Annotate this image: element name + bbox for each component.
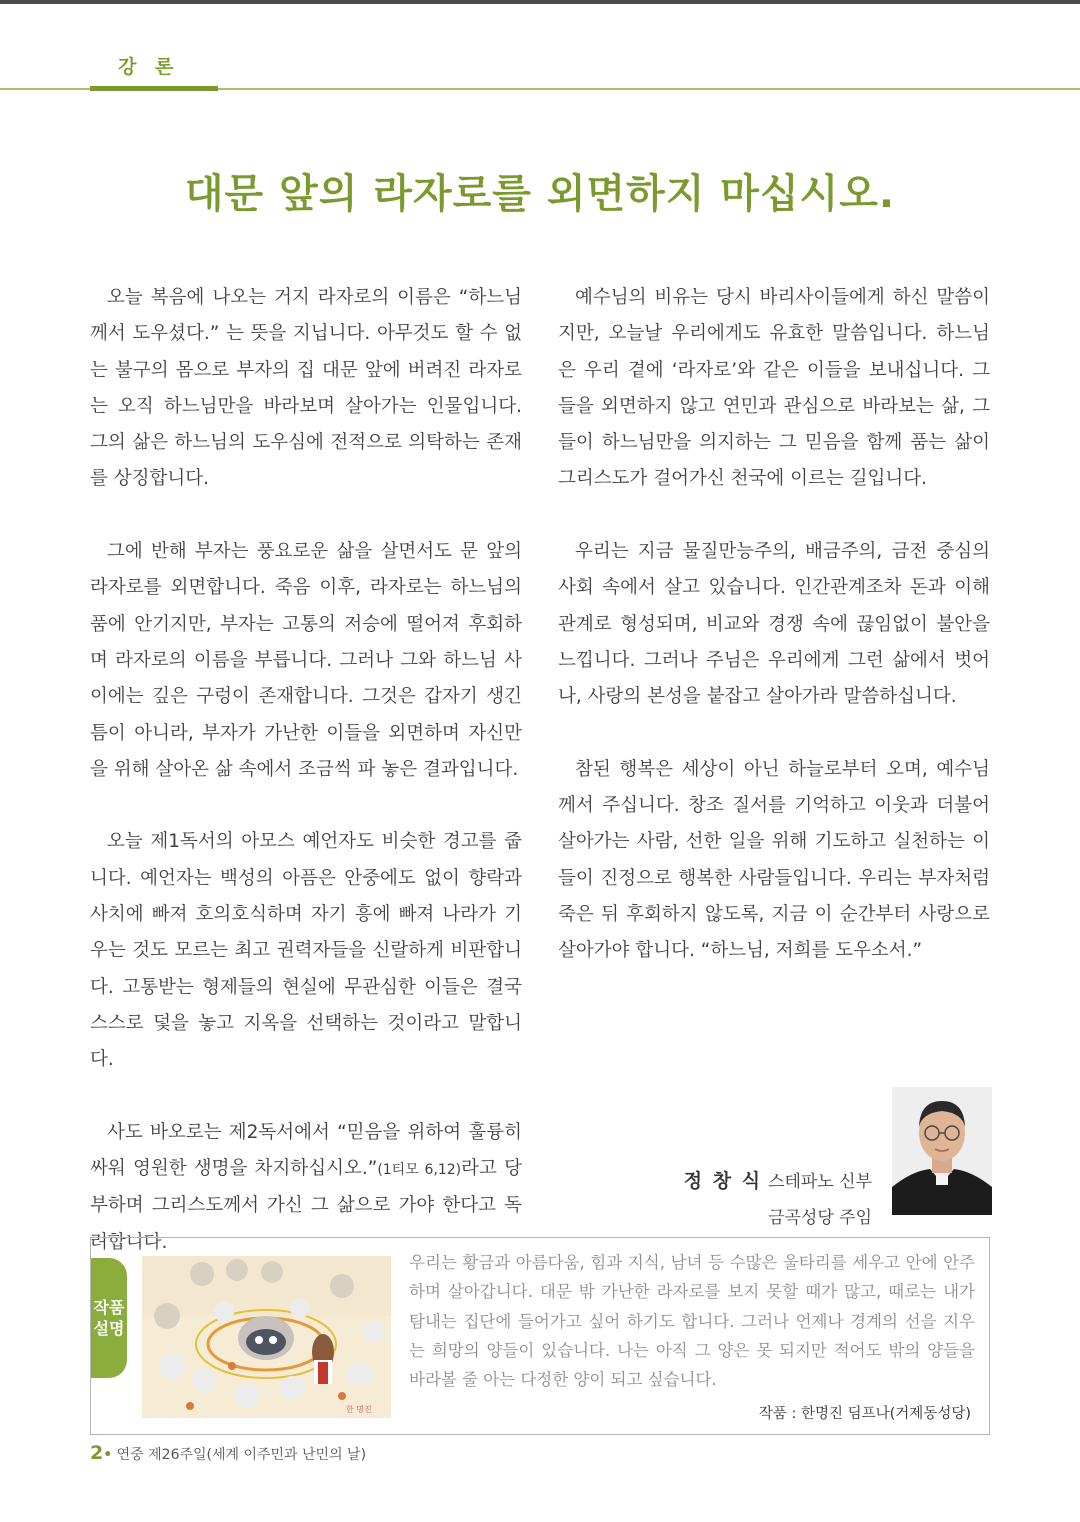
artwork-credit: 작품 : 한명진 딤프나(거제동성당) (758, 1406, 971, 1422)
artwork-description: 우리는 황금과 아름다움, 힘과 지식, 남녀 등 수많은 울타리를 세우고 안에 안주하며 살아갑니다. 대문 밖 가난한 라자로를 보지 못할 때가 많고, 때로는 내가 탐내는 집단에 들어가고 싶어 하기도 합니다. 그러나 언제나 경계의 선을 지우는 희망의 양들이 있습니다. 나는 아직 그 양은 못 되지만 적어도 밖의 양들을 바라볼 줄 아는 다정한 양이 되고 싶습니다. (409, 1253, 975, 1390)
footer-text: 연중 제26주일(세계 이주민과 난민의 날) (116, 1447, 367, 1463)
artwork-tab (91, 1258, 127, 1378)
paragraph: 오늘 복음에 나오는 거지 라자로의 이름은 “하느님께서 도우셨다.” 는 뜻을 지닙니다. 아무것도 할 수 없는 불구의 몸으로 부자의 집 대문 앞에 버려진 라자로는 오직 하느님만을 바라보며 살아가는 인물입니다. 그의 삶은 하느님의 도우심에 전적으로 의탁하는 존재를 상징합니다. (90, 287, 522, 490)
left-column (90, 280, 522, 1297)
author-name: 정 창 식 (683, 1170, 763, 1192)
section-label: 강 론 (118, 56, 180, 78)
scripture-reference: (1티모 6,12) (377, 1162, 462, 1179)
footer (90, 1442, 366, 1464)
author-photo (892, 1087, 992, 1215)
author-info (660, 1166, 872, 1228)
paragraph: 예수님의 비유는 당시 바리사이들에게 하신 말씀이지만, 오늘날 우리에게도 유효한 말씀입니다. 하느님은 우리 곁에 ‘라자로’와 같은 이들을 보내십니다. 그들을 외면하지 않고 연민과 관심으로 바라보는 삶, 그들이 하느님만을 의지하는 그 믿음을 함께 품는 삶이 그리스도가 걸어가신 천국에 이르는 길입니다. (558, 287, 990, 490)
paragraph: 우리는 지금 물질만능주의, 배금주의, 금전 중심의 사회 속에서 살고 있습니다. 인간관계조차 돈과 이해관계로 형성되며, 비교와 경쟁 속에 끊임없이 불안을 느낍니다. 그러나 주님은 우리에게 그런 삶에서 벗어나, 사랑의 본성을 붙잡고 살아가라 말씀하십니다. (558, 541, 990, 708)
author-role: 금곡성당 주임 (768, 1208, 872, 1228)
paragraph: 그에 반해 부자는 풍요로운 삶을 살면서도 문 앞의 라자로를 외면합니다. 죽음 이후, 라자로는 하느님의 품에 안기지만, 부자는 고통의 저승에 떨어져 후회하며 라자로의 이름을 부릅니다. 그러나 그와 하느님 사이에는 깊은 구렁이 존재합니다. 그것은 갑자기 생긴 틈이 아니라, 부자가 가난한 이들을 외면하며 자신만을 위해 살아온 삶 속에서 조금씩 파 놓은 결과입니다. (90, 541, 522, 780)
tab-label: 설명 (93, 1319, 125, 1338)
artwork-signature: 한 명진 (346, 1405, 372, 1414)
paragraph-text: 라고 당부하며 그리스도께서 가신 그 삶으로 가야 한다고 독려합니다. (90, 1158, 522, 1253)
top-border (0, 0, 1080, 4)
footer-dot: • (103, 1447, 113, 1463)
paragraph-text: 사도 바오로는 제2독서에서 “믿음을 위하여 훌륭히 싸워 영원한 생명을 차지하십시오.” (90, 1121, 522, 1180)
paragraph: 오늘 제1독서의 아모스 예언자도 비슷한 경고를 줍니다. 예언자는 백성의 아픔은 안중에도 없이 향락과 사치에 빠져 호의호식하며 자기 흥에 빠져 나라가 기우는 것도 모르는 최고 권력자들을 신랄하게 비판합니다. 고통받는 형제들의 현실에 무관심한 이들은 결국 스스로 덫을 놓고 지옥을 선택하는 것이라고 말합니다. (90, 831, 522, 1071)
artwork-box (90, 1237, 990, 1435)
article-title: 대문 앞의 라자로를 외면하지 마십시오. (184, 171, 896, 217)
paragraph: 참된 행복은 세상이 아닌 하늘로부터 오며, 예수님께서 주십니다. 창조 질서를 기억하고 이웃과 더불어 살아가는 사람, 선한 일을 위해 기도하고 실천하는 이들이 진정으로 행복한 사람들입니다. 우리는 부자처럼 죽은 뒤 후회하지 않도록, 지금 이 순간부터 사랑으로 살아가야 합니다. “하느님, 저희를 도우소서.” (558, 758, 990, 962)
tab-label: 작품 (93, 1298, 125, 1317)
artwork-image (142, 1256, 391, 1418)
author-title: 스테파노 신부 (768, 1172, 872, 1192)
right-column (558, 280, 990, 1006)
section-rule-accent (90, 86, 218, 91)
page-number: 2 (90, 1442, 104, 1464)
